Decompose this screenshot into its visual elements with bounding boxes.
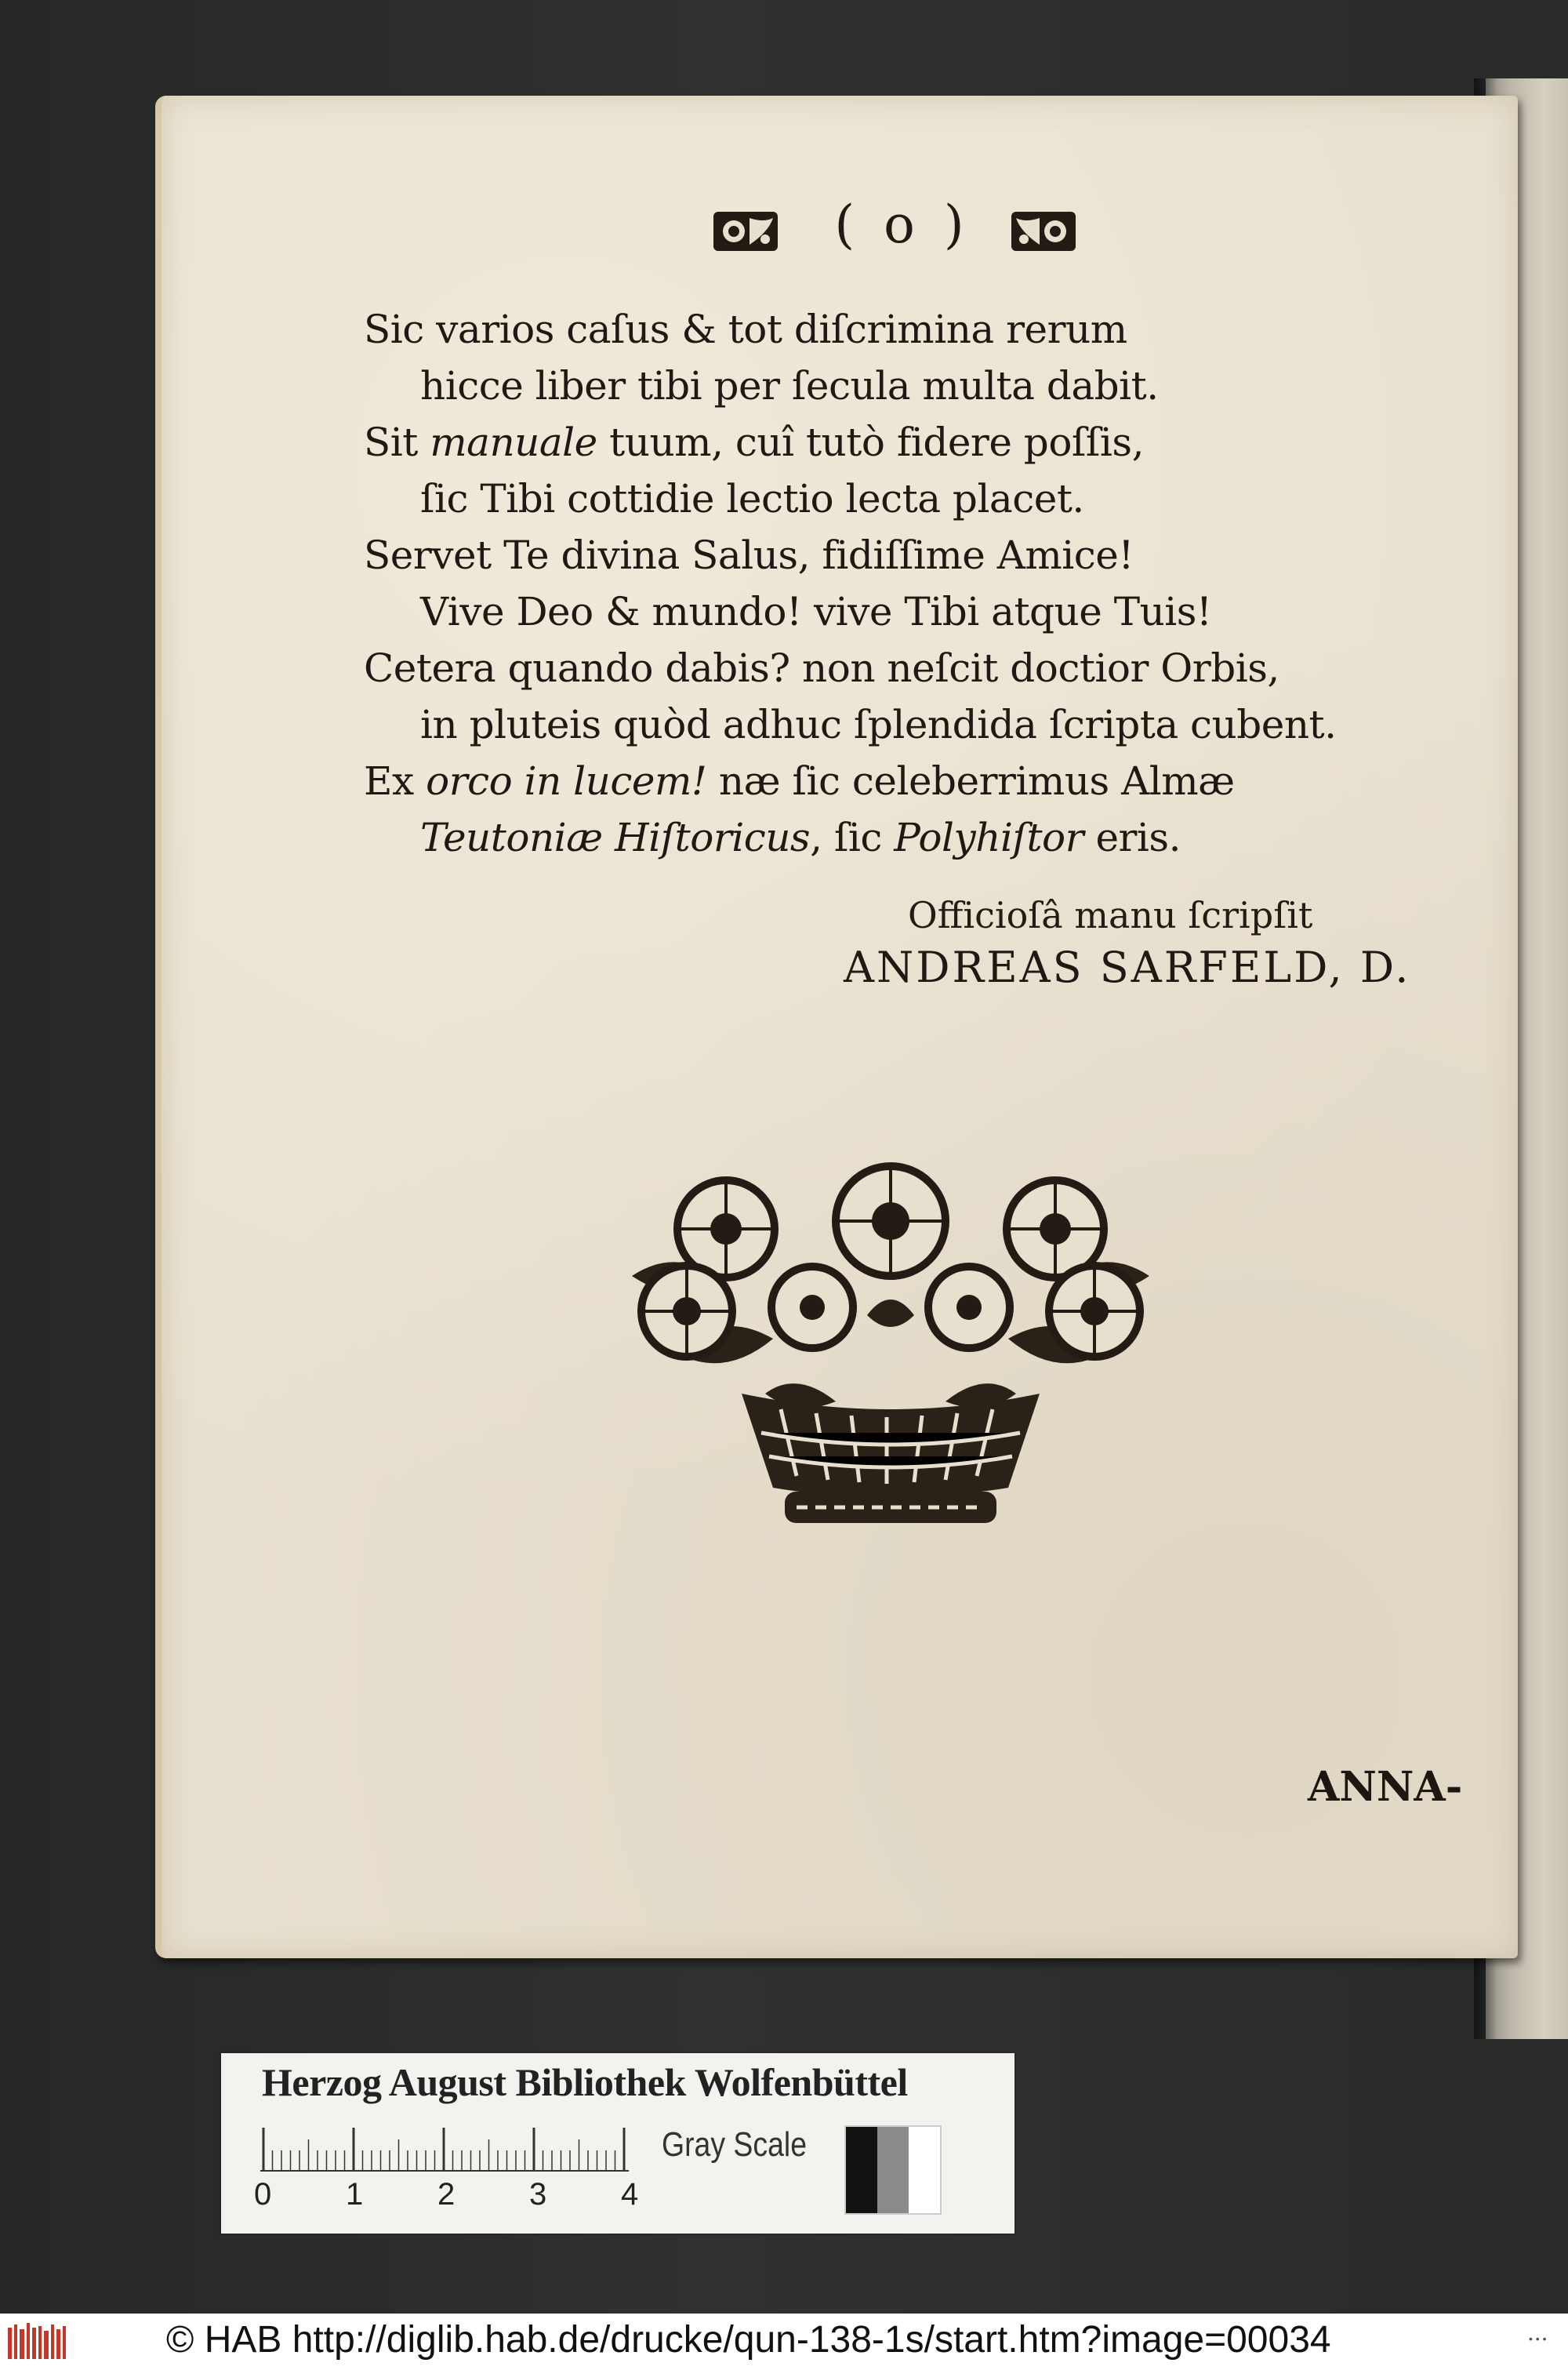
poem-italic-text: Polyhiſtor bbox=[894, 815, 1084, 860]
catchword: ANNA- bbox=[1308, 1763, 1463, 1811]
poem-italic-text: manuale bbox=[430, 420, 597, 465]
gray-scale-patch bbox=[844, 2125, 942, 2215]
poem-text: Vive Deo & mundo! vive Tibi atque Tuis! bbox=[420, 589, 1212, 634]
signature-label: Officioſâ manu ſcripſit bbox=[908, 894, 1313, 936]
footer-bar bbox=[0, 2314, 1568, 2370]
ruler-number: 0 bbox=[254, 2177, 272, 2212]
poem-text: eris. bbox=[1083, 815, 1181, 860]
poem-text: Cetera quando dabis? non neſcit doctior Orbis, bbox=[364, 645, 1279, 691]
poem-text: Ex bbox=[364, 758, 426, 804]
ruler-number: 3 bbox=[529, 2177, 547, 2212]
poem-italic-text: Teutoniæ Hiſtoricus bbox=[420, 815, 811, 860]
poem-line bbox=[364, 583, 1305, 640]
poem-line bbox=[364, 696, 1337, 753]
poem-text: , ſic bbox=[810, 815, 895, 860]
poem-line bbox=[364, 753, 1305, 809]
signature-name: ANDREAS SARFELD, D. bbox=[844, 943, 1411, 992]
poem-text: tuum, cuî tutò fidere poſſis, bbox=[597, 420, 1144, 465]
poem-line bbox=[364, 414, 1305, 471]
gray-swatch bbox=[909, 2127, 940, 2213]
fleuron-right-icon bbox=[1008, 204, 1079, 259]
gray-swatch bbox=[846, 2127, 877, 2213]
color-calibration-card bbox=[221, 2053, 1014, 2234]
poem-line bbox=[364, 471, 1305, 527]
page-header bbox=[710, 194, 1134, 268]
ruler-scale bbox=[260, 2125, 629, 2172]
poem-text: ſic Tibi cottidie lectio lecta placet. bbox=[420, 476, 1084, 522]
grayscale-label: Gray Scale bbox=[662, 2125, 807, 2164]
poem-text: Servet Te divina Salus, fidiſſime Amice! bbox=[364, 533, 1134, 578]
ruler-number: 4 bbox=[621, 2177, 639, 2212]
ruler-number: 2 bbox=[437, 2177, 456, 2212]
hab-logo-icon bbox=[6, 2321, 69, 2362]
footer-citation-link[interactable]: © HAB http://diglib.hab.de/drucke/qun-138-1s/start.htm?image=00034 bbox=[166, 2319, 1331, 2361]
poem-line bbox=[364, 358, 1305, 414]
poem-line bbox=[364, 301, 1305, 358]
poem-italic-text: orco in lucem! bbox=[426, 758, 707, 804]
ruler-number: 1 bbox=[346, 2177, 364, 2212]
poem-text: in pluteis quòd adhuc ſplendida ſcripta cubent. bbox=[420, 702, 1337, 747]
poem-line bbox=[364, 809, 1305, 866]
book-page bbox=[155, 96, 1518, 1958]
poem-text: Sic varios caſus & tot diſcrimina rerum bbox=[364, 307, 1127, 352]
footer-dots: • • • bbox=[1529, 2332, 1547, 2345]
poem bbox=[364, 301, 1337, 866]
poem-line bbox=[364, 527, 1305, 583]
poem-line bbox=[364, 640, 1305, 696]
card-title: Herzog August Bibliothek Wolfenbüttel bbox=[262, 2060, 908, 2104]
gray-swatch bbox=[877, 2127, 909, 2213]
poem-text: næ ſic celeberrimus Almæ bbox=[706, 758, 1235, 804]
fleuron-left-icon bbox=[710, 204, 781, 259]
page-number: ( o ) bbox=[834, 194, 971, 255]
poem-text: hicce liber tibi per ſecula multa dabit. bbox=[420, 363, 1159, 409]
flower-basket-woodcut-icon bbox=[608, 1158, 1173, 1543]
poem-text: Sit bbox=[364, 420, 430, 465]
